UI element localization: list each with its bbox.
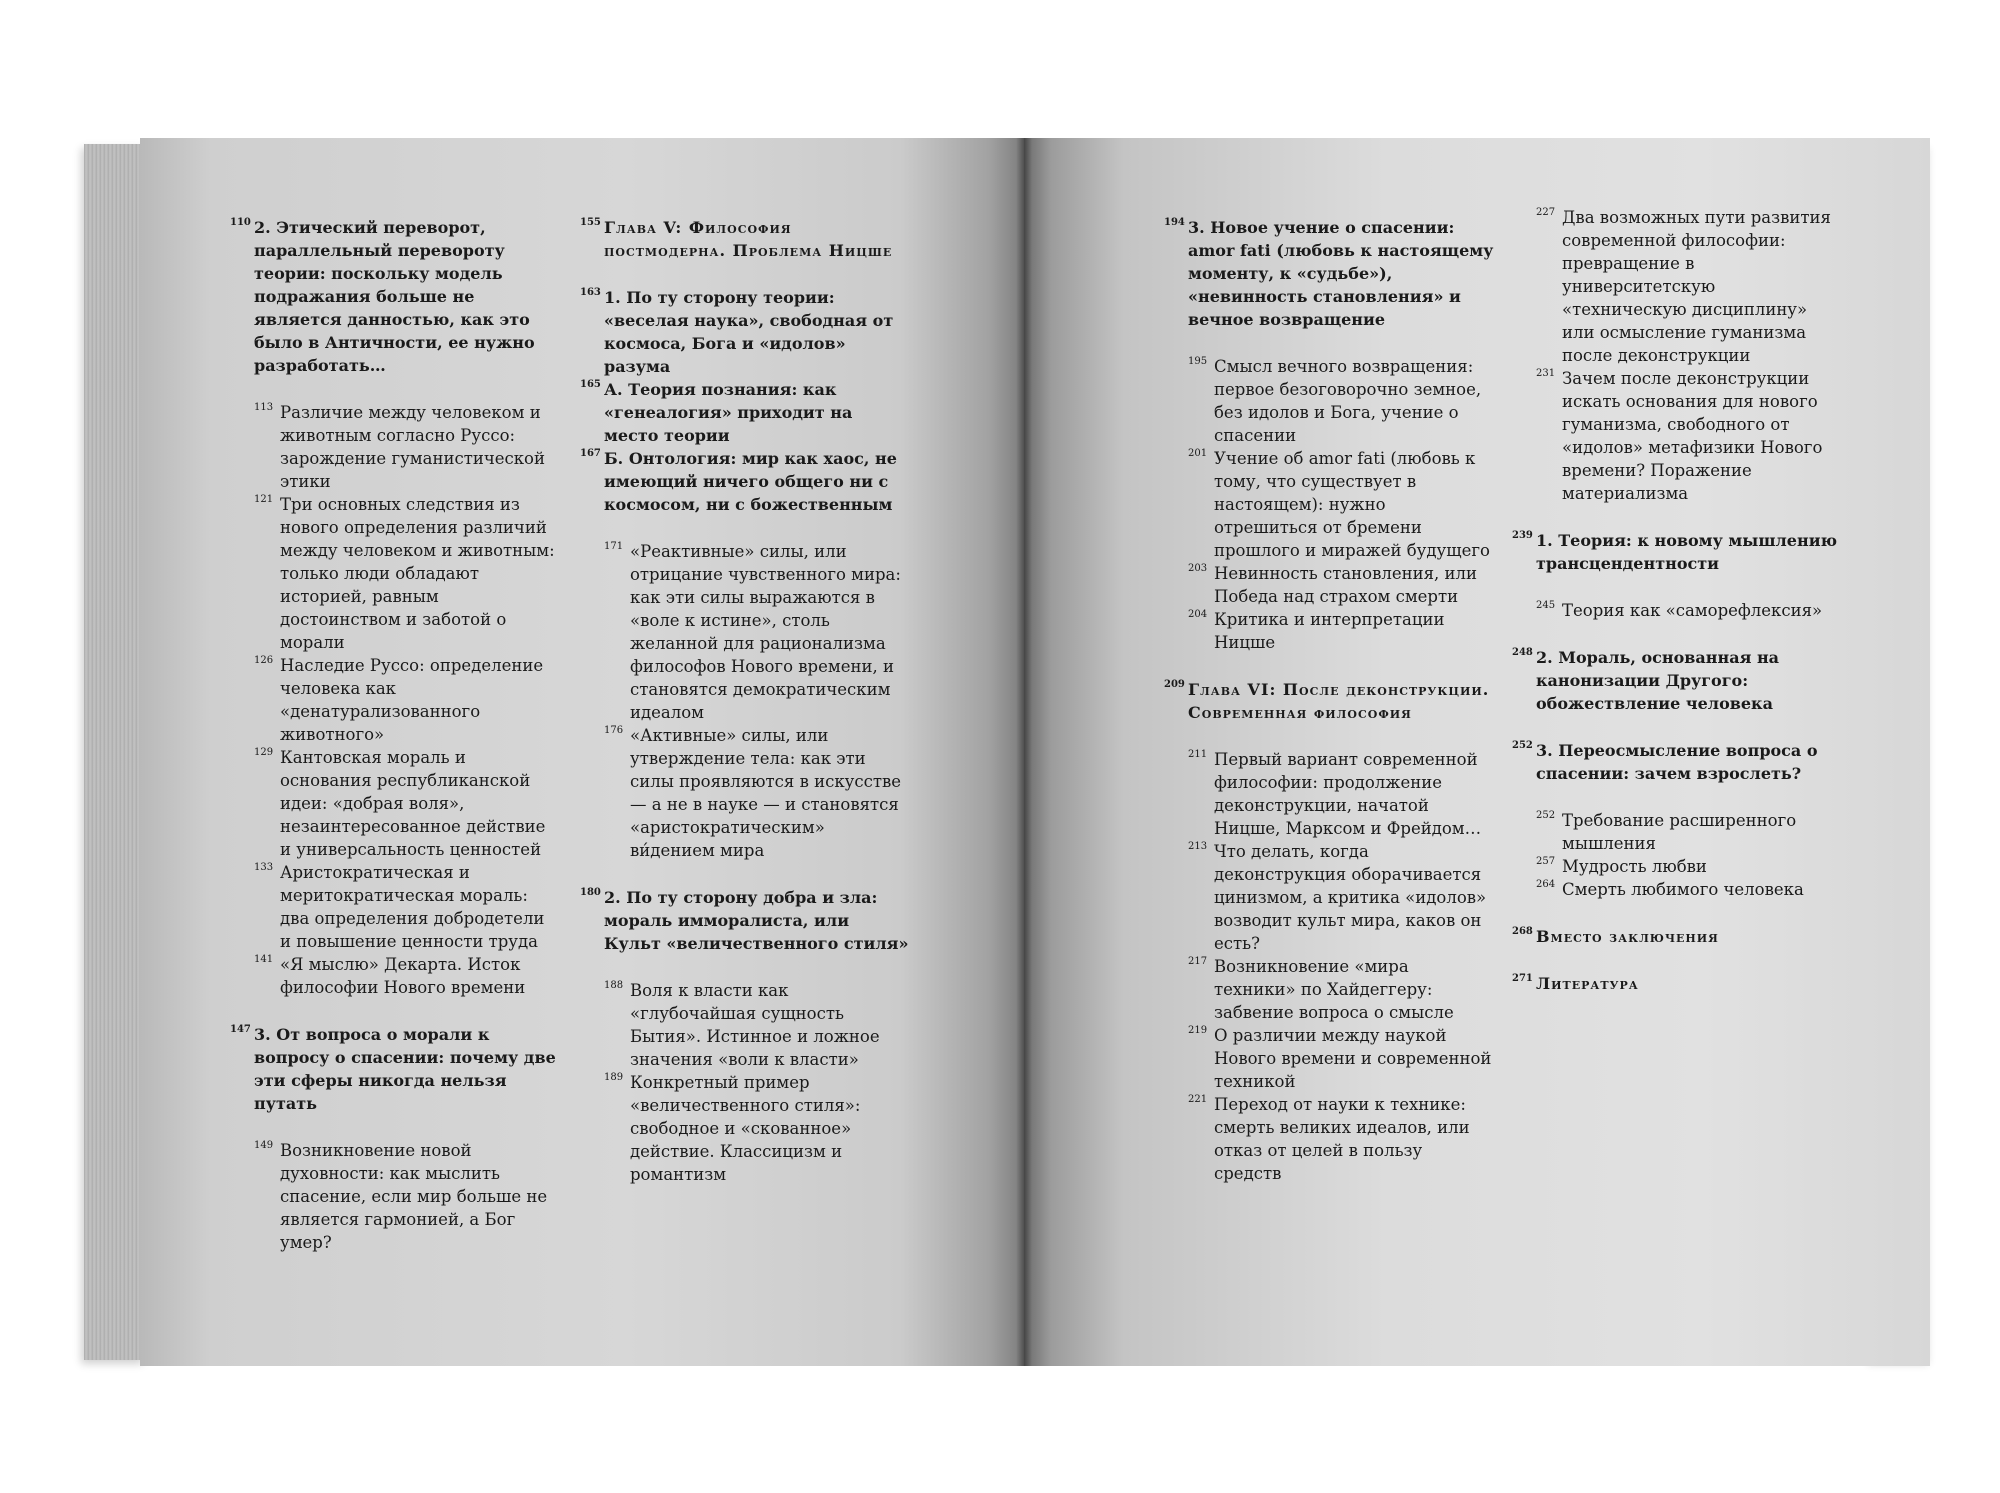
toc-page-number: 121 <box>254 494 274 505</box>
chapter-heading <box>1512 925 1842 948</box>
toc-entry <box>1512 206 1842 367</box>
toc-entry <box>1512 739 1842 785</box>
toc-page-number: 110 <box>230 217 251 228</box>
toc-entry <box>1164 562 1494 608</box>
right-page <box>1024 138 1930 1366</box>
toc-entry <box>1512 646 1842 715</box>
toc-entry-title: «Активные» силы, или утверждение тела: как эти силы проявляются в искусстве — а не в науке — и становятся «аристократическим» ви́дением мира <box>630 726 902 860</box>
toc-entry-title: Воля к власти как «глубочайшая сущность Бытия». Истинное и ложное значения «воли к власти» <box>630 981 880 1069</box>
toc-page-number: 252 <box>1512 740 1533 751</box>
left-page <box>140 138 1024 1366</box>
toc-page-number: 257 <box>1536 856 1556 867</box>
toc-page-number: 188 <box>604 980 624 991</box>
toc-entry-title: «Я мыслю» Декарта. Исток философии Нового времени <box>280 955 526 997</box>
toc-entry <box>580 1071 910 1186</box>
toc-page-number: 203 <box>1188 563 1208 574</box>
toc-entry-title: 2. По ту сторону добра и зла: мораль имморалиста, или Культ «величественного стиля» <box>604 888 909 953</box>
toc-entry <box>1512 855 1842 878</box>
toc-page-number: 180 <box>580 887 601 898</box>
toc-entry <box>1164 748 1494 840</box>
toc-page-number: 211 <box>1188 749 1208 760</box>
chapter-title: Глава V: Философия постмодерна. Проблема Ницше <box>604 218 893 260</box>
toc-page-number: 195 <box>1188 356 1208 367</box>
chapter-heading <box>580 216 910 262</box>
toc-entry <box>230 654 560 746</box>
toc-entry <box>580 979 910 1071</box>
toc-entry-title: Аристократическая и меритократическая мораль: два определения добродетели и повышение ценности труда <box>280 863 545 951</box>
toc-entry <box>230 1023 560 1115</box>
toc-entry-title: Теория как «саморефлексия» <box>1562 601 1823 620</box>
left-page-edge <box>84 144 146 1360</box>
toc-entry-title: Учение об amor fati (любовь к тому, что существует в настоящем): нужно отрешиться от бремени прошлого и миражей будущего <box>1214 449 1490 560</box>
right-page-column-1 <box>1164 216 1494 1185</box>
toc-page-number: 149 <box>254 1140 274 1151</box>
toc-entry-title: Мудрость любви <box>1562 857 1707 876</box>
toc-entry-title: Различие между человеком и животным согласно Руссо: зарождение гуманистической этики <box>280 403 545 491</box>
toc-entry <box>1512 599 1842 622</box>
left-page-column-2 <box>580 216 910 1186</box>
toc-entry-title: 3. Новое учение о спасении: amor fati (любовь к настоящему моменту, к «судьбе»), «невинность становления» и вечное возвращение <box>1188 218 1494 329</box>
toc-page-number: 268 <box>1512 926 1533 937</box>
toc-page-number: 231 <box>1536 368 1556 379</box>
toc-entry <box>230 493 560 654</box>
toc-entry-title: Возникновение новой духовности: как мыслить спасение, если мир больше не является гармонией, а Бог умер? <box>280 1141 548 1252</box>
toc-entry <box>1164 447 1494 562</box>
toc-entry-title: Смерть любимого человека <box>1562 880 1804 899</box>
book-gutter <box>1016 138 1032 1366</box>
toc-page-number: 264 <box>1536 879 1556 890</box>
toc-entry-title: Переход от науки к технике: смерть великих идеалов, или отказ от целей в пользу средств <box>1214 1095 1470 1183</box>
chapter-title: Литература <box>1536 974 1639 993</box>
chapter-title: Глава VI: После деконструкции. Современная философия <box>1188 680 1490 722</box>
toc-entry <box>580 447 910 516</box>
toc-entry <box>580 540 910 724</box>
toc-page-number: 167 <box>580 448 601 459</box>
toc-page-number: 189 <box>604 1072 624 1083</box>
toc-entry <box>1164 216 1494 331</box>
toc-entry-title: 3. От вопроса о морали к вопросу о спасении: почему две эти сферы никогда нельзя путать <box>254 1025 556 1113</box>
toc-entry-title: Что делать, когда деконструкция оборачивается цинизмом, а критика «идолов» возводит культ мира, каков он есть? <box>1214 842 1487 953</box>
toc-page-number: 248 <box>1512 647 1533 658</box>
chapter-heading <box>1512 972 1842 995</box>
toc-entry <box>1164 1093 1494 1185</box>
toc-entry <box>1512 529 1842 575</box>
toc-page-number: 194 <box>1164 217 1185 228</box>
toc-entry-title: Кантовская мораль и основания республиканской идеи: «добрая воля», незаинтересованное действие и универсальность ценностей <box>280 748 546 859</box>
toc-page-number: 209 <box>1164 679 1185 690</box>
toc-page-number: 129 <box>254 747 274 758</box>
toc-page-number: 219 <box>1188 1025 1208 1036</box>
toc-entry-title: 2. Этический переворот, параллельный перевороту теории: поскольку модель подражания больше не является данностью, как это было в Античности, ее нужно разработать… <box>254 218 535 375</box>
toc-page-number: 252 <box>1536 810 1556 821</box>
toc-entry <box>1164 840 1494 955</box>
toc-page-number: 176 <box>604 725 624 736</box>
toc-page-number: 147 <box>230 1024 251 1035</box>
toc-entry-title: Критика и интерпретации Ницше <box>1214 610 1445 652</box>
right-page-column-2 <box>1512 207 1842 995</box>
toc-entry-title: Смысл вечного возвращения: первое безоговорочно земное, без идолов и Бога, учение о спасении <box>1214 357 1482 445</box>
toc-entry-title: Возникновение «мира техники» по Хайдеггеру: забвение вопроса о смысле <box>1214 957 1454 1022</box>
toc-page-number: 171 <box>604 541 624 552</box>
toc-entry-title: Два возможных пути развития современной философии: превращение в университетскую «техническую дисциплину» или осмысление гуманизма после деконструкции <box>1562 208 1831 365</box>
toc-page-number: 271 <box>1512 973 1533 984</box>
toc-entry <box>580 886 910 955</box>
toc-entry-title: Б. Онтология: мир как хаос, не имеющий ничего общего ни с космосом, ни с божественным <box>604 449 897 514</box>
toc-page-number: 165 <box>580 379 601 390</box>
toc-page-number: 245 <box>1536 600 1556 611</box>
toc-page-number: 155 <box>580 217 601 228</box>
toc-entry-title: Конкретный пример «величественного стиля»: свободное и «скованное» действие. Классицизм и романтизм <box>630 1073 861 1184</box>
toc-entry-title: Три основных следствия из нового определения различий между человеком и животным: только люди обладают историей, равным достоинством и заботой о морали <box>280 495 555 652</box>
toc-page-number: 227 <box>1536 207 1556 218</box>
toc-entry <box>1512 878 1842 901</box>
toc-entry <box>230 953 560 999</box>
toc-entry <box>230 746 560 861</box>
toc-entry <box>230 216 560 377</box>
toc-entry-title: Зачем после деконструкции искать основания для нового гуманизма, свободного от «идолов» метафизики Нового времени? Поражение материализма <box>1562 369 1823 503</box>
toc-entry <box>1164 608 1494 654</box>
toc-page-number: 201 <box>1188 448 1208 459</box>
toc-entry-title: А. Теория познания: как «генеалогия» приходит на место теории <box>604 380 853 445</box>
toc-entry-title: «Реактивные» силы, или отрицание чувственного мира: как эти силы выражаются в «воле к истине», столь желанной для рационализма философов Нового времени, и становятся демократическим идеалом <box>630 542 901 722</box>
toc-page-number: 239 <box>1512 530 1533 541</box>
toc-page-number: 126 <box>254 655 274 666</box>
toc-page-number: 163 <box>580 287 601 298</box>
toc-page-number: 213 <box>1188 841 1208 852</box>
toc-entry-title: 1. Теория: к новому мышлению трансцендентности <box>1536 531 1837 573</box>
toc-page-number: 113 <box>254 402 274 413</box>
toc-page-number: 133 <box>254 862 274 873</box>
toc-entry <box>1164 355 1494 447</box>
left-page-column-1 <box>230 216 560 1254</box>
toc-page-number: 221 <box>1188 1094 1208 1105</box>
toc-entry <box>580 286 910 378</box>
toc-page-number: 141 <box>254 954 274 965</box>
toc-entry <box>1164 1024 1494 1093</box>
toc-entry <box>230 401 560 493</box>
toc-entry <box>230 1139 560 1254</box>
toc-page-number: 204 <box>1188 609 1208 620</box>
toc-entry-title: Наследие Руссо: определение человека как «денатурализованного животного» <box>280 656 544 744</box>
toc-entry <box>230 861 560 953</box>
toc-entry-title: Первый вариант современной философии: продолжение деконструкции, начатой Ницше, Марксом и Фрейдом… <box>1214 750 1482 838</box>
toc-entry <box>1164 955 1494 1024</box>
chapter-heading <box>1164 678 1494 724</box>
toc-entry-title: 3. Переосмысление вопроса о спасении: зачем взрослеть? <box>1536 741 1818 783</box>
toc-entry-title: 2. Мораль, основанная на канонизации Другого: обожествление человека <box>1536 648 1780 713</box>
toc-entry-title: О различии между наукой Нового времени и современной техникой <box>1214 1026 1492 1091</box>
toc-entry <box>1512 809 1842 855</box>
chapter-title: Вместо заключения <box>1536 927 1719 946</box>
toc-entry-title: Требование расширенного мышления <box>1562 811 1797 853</box>
toc-page-number: 217 <box>1188 956 1208 967</box>
toc-entry <box>580 378 910 447</box>
toc-entry <box>1512 367 1842 505</box>
toc-entry-title: 1. По ту сторону теории: «веселая наука», свободная от космоса, Бога и «идолов» разума <box>604 288 894 376</box>
toc-entry <box>580 724 910 862</box>
toc-entry-title: Невинность становления, или Победа над страхом смерти <box>1214 564 1478 606</box>
